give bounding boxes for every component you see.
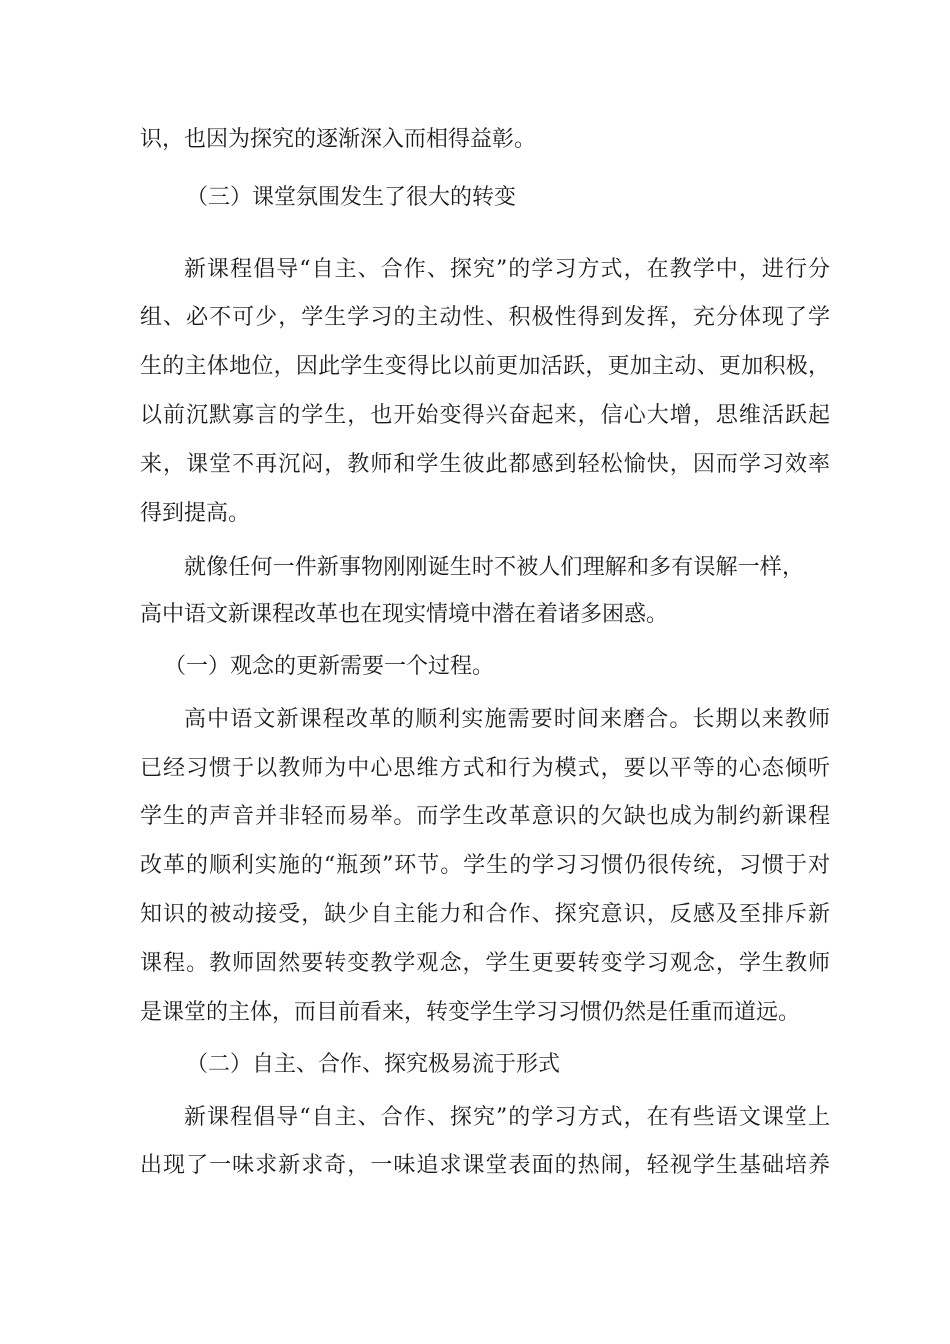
paragraph-line: 得到提高。 (140, 501, 251, 526)
paragraph-line: 就像任何一件新事物刚刚诞生时不被人们理解和多有误解一样， (184, 555, 804, 580)
paragraph-line: 改革的顺利实施的“瓶颈”环节。学生的学习习惯仍很传统，习惯于对 (140, 853, 830, 878)
paragraph-line: 出现了一味求新求奇，一味追求课堂表面的热闹，轻视学生基础培养 (140, 1153, 830, 1178)
section-heading-3: （三）课堂氛围发生了很大的转变 (186, 185, 517, 210)
paragraph-line: 组、必不可少，学生学习的主动性、积极性得到发挥，充分体现了学 (140, 305, 830, 330)
paragraph-line: 已经习惯于以教师为中心思维方式和行为模式，要以平等的心态倾听 (140, 756, 830, 781)
paragraph-line: 学生的声音并非轻而易举。而学生改革意识的欠缺也成为制约新课程 (140, 804, 830, 829)
paragraph-line: 新课程倡导“自主、合作、探究”的学习方式，在有些语文课堂上 (184, 1105, 830, 1130)
paragraph-line: 生的主体地位，因此学生变得比以前更加活跃，更加主动、更加积极， (140, 354, 830, 379)
paragraph-line: 新课程倡导“自主、合作、探究”的学习方式，在教学中，进行分 (184, 257, 830, 282)
paragraph-line: 是课堂的主体，而目前看来，转变学生学习习惯仍然是任重而道远。 (140, 1000, 801, 1025)
paragraph-line: 以前沉默寡言的学生，也开始变得兴奋起来，信心大增，思维活跃起 (140, 403, 830, 428)
paragraph-line: 来，课堂不再沉闷，教师和学生彼此都感到轻松愉快，因而学习效率 (140, 452, 830, 477)
paragraph-line: 高中语文新课程改革的顺利实施需要时间来磨合。长期以来教师 (184, 707, 830, 732)
paragraph-line: 知识的被动接受，缺少自主能力和合作、探究意识，反感及至排斥新 (140, 902, 830, 927)
section-heading-1: （一）观念的更新需要一个过程。 (164, 654, 495, 679)
continuation-line: 识，也因为探究的逐渐深入而相得益彰。 (140, 127, 537, 152)
paragraph-line: 高中语文新课程改革也在现实情境中潜在着诸多困惑。 (140, 602, 669, 627)
section-heading-2: （二）自主、合作、探究极易流于形式 (186, 1052, 561, 1077)
paragraph-line: 课程。教师固然要转变教学观念，学生更要转变学习观念，学生教师 (140, 951, 830, 976)
